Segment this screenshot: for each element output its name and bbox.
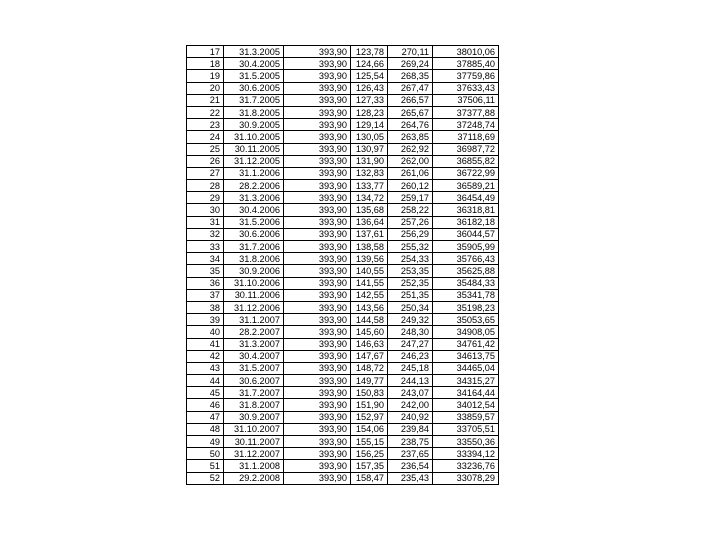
payment-cell: 393,90 (284, 82, 351, 94)
payment-cell: 393,90 (284, 460, 351, 472)
payment-cell: 393,90 (284, 338, 351, 350)
principal-cell: 156,25 (351, 448, 388, 460)
interest-cell: 256,29 (388, 228, 433, 240)
principal-cell: 124,66 (351, 58, 388, 70)
principal-cell: 133,77 (351, 180, 388, 192)
interest-cell: 266,57 (388, 94, 433, 106)
table-row (187, 241, 499, 253)
balance-cell: 37248,74 (433, 119, 499, 131)
payment-cell: 393,90 (284, 253, 351, 265)
payment-cell: 393,90 (284, 241, 351, 253)
interest-cell: 254,33 (388, 253, 433, 265)
principal-cell: 141,55 (351, 277, 388, 289)
payment-cell: 393,90 (284, 277, 351, 289)
balance-cell: 36722,99 (433, 167, 499, 179)
principal-cell: 123,78 (351, 46, 388, 58)
payment-cell: 393,90 (284, 375, 351, 387)
balance-cell: 34315,27 (433, 375, 499, 387)
interest-cell: 262,00 (388, 155, 433, 167)
due-date-cell: 31.3.2007 (224, 338, 284, 350)
balance-cell: 35341,78 (433, 289, 499, 301)
balance-cell: 36855,82 (433, 155, 499, 167)
table-body (187, 46, 499, 485)
payment-cell: 393,90 (284, 119, 351, 131)
payment-cell: 393,90 (284, 46, 351, 58)
interest-cell: 244,13 (388, 375, 433, 387)
due-date-cell: 31.7.2005 (224, 94, 284, 106)
installment-number-cell: 32 (187, 228, 224, 240)
interest-cell: 265,67 (388, 106, 433, 118)
table-row (187, 326, 499, 338)
payment-cell: 393,90 (284, 228, 351, 240)
installment-number-cell: 24 (187, 131, 224, 143)
principal-cell: 125,54 (351, 70, 388, 82)
installment-number-cell: 52 (187, 472, 224, 484)
principal-cell: 145,60 (351, 326, 388, 338)
payment-cell: 393,90 (284, 70, 351, 82)
principal-cell: 130,97 (351, 143, 388, 155)
interest-cell: 240,92 (388, 411, 433, 423)
due-date-cell: 31.12.2006 (224, 301, 284, 313)
table-row (187, 289, 499, 301)
installment-number-cell: 39 (187, 314, 224, 326)
installment-number-cell: 50 (187, 448, 224, 460)
payment-cell: 393,90 (284, 143, 351, 155)
payment-cell: 393,90 (284, 362, 351, 374)
due-date-cell: 31.5.2005 (224, 70, 284, 82)
due-date-cell: 30.4.2005 (224, 58, 284, 70)
principal-cell: 134,72 (351, 192, 388, 204)
balance-cell: 35198,23 (433, 301, 499, 313)
due-date-cell: 30.4.2006 (224, 204, 284, 216)
interest-cell: 264,76 (388, 119, 433, 131)
principal-cell: 126,43 (351, 82, 388, 94)
principal-cell: 150,83 (351, 387, 388, 399)
due-date-cell: 31.10.2007 (224, 423, 284, 435)
interest-cell: 237,65 (388, 448, 433, 460)
principal-cell: 130,05 (351, 131, 388, 143)
balance-cell: 33394,12 (433, 448, 499, 460)
due-date-cell: 31.12.2005 (224, 155, 284, 167)
balance-cell: 36589,21 (433, 180, 499, 192)
principal-cell: 143,56 (351, 301, 388, 313)
table-row (187, 265, 499, 277)
balance-cell: 33550,36 (433, 436, 499, 448)
payment-cell: 393,90 (284, 387, 351, 399)
payment-cell: 393,90 (284, 106, 351, 118)
due-date-cell: 31.7.2006 (224, 241, 284, 253)
table-row (187, 253, 499, 265)
payment-cell: 393,90 (284, 411, 351, 423)
installment-number-cell: 33 (187, 241, 224, 253)
installment-number-cell: 38 (187, 301, 224, 313)
payment-cell: 393,90 (284, 192, 351, 204)
balance-cell: 35484,33 (433, 277, 499, 289)
table-row (187, 106, 499, 118)
principal-cell: 154,06 (351, 423, 388, 435)
installment-number-cell: 28 (187, 180, 224, 192)
interest-cell: 236,54 (388, 460, 433, 472)
table-row (187, 387, 499, 399)
principal-cell: 139,56 (351, 253, 388, 265)
due-date-cell: 31.10.2006 (224, 277, 284, 289)
table-row (187, 228, 499, 240)
table-row (187, 216, 499, 228)
table-row (187, 46, 499, 58)
interest-cell: 251,35 (388, 289, 433, 301)
due-date-cell: 31.8.2007 (224, 399, 284, 411)
principal-cell: 151,90 (351, 399, 388, 411)
due-date-cell: 31.8.2005 (224, 106, 284, 118)
table-row (187, 155, 499, 167)
payment-cell: 393,90 (284, 314, 351, 326)
table-row (187, 58, 499, 70)
table-row (187, 472, 499, 484)
balance-cell: 35625,88 (433, 265, 499, 277)
principal-cell: 131,90 (351, 155, 388, 167)
interest-cell: 245,18 (388, 362, 433, 374)
installment-number-cell: 35 (187, 265, 224, 277)
balance-cell: 34761,42 (433, 338, 499, 350)
payment-cell: 393,90 (284, 180, 351, 192)
table-row (187, 362, 499, 374)
principal-cell: 132,83 (351, 167, 388, 179)
due-date-cell: 31.3.2006 (224, 192, 284, 204)
balance-cell: 37118,69 (433, 131, 499, 143)
principal-cell: 136,64 (351, 216, 388, 228)
principal-cell: 129,14 (351, 119, 388, 131)
due-date-cell: 30.9.2006 (224, 265, 284, 277)
interest-cell: 258,22 (388, 204, 433, 216)
principal-cell: 158,47 (351, 472, 388, 484)
interest-cell: 270,11 (388, 46, 433, 58)
installment-number-cell: 49 (187, 436, 224, 448)
payment-cell: 393,90 (284, 167, 351, 179)
installment-number-cell: 36 (187, 277, 224, 289)
installment-number-cell: 43 (187, 362, 224, 374)
balance-cell: 34012,54 (433, 399, 499, 411)
table-row (187, 192, 499, 204)
due-date-cell: 31.7.2007 (224, 387, 284, 399)
due-date-cell: 31.8.2006 (224, 253, 284, 265)
balance-cell: 35053,65 (433, 314, 499, 326)
installment-number-cell: 40 (187, 326, 224, 338)
principal-cell: 144,58 (351, 314, 388, 326)
table-row (187, 350, 499, 362)
interest-cell: 259,17 (388, 192, 433, 204)
balance-cell: 36454,49 (433, 192, 499, 204)
payment-cell: 393,90 (284, 436, 351, 448)
installment-number-cell: 44 (187, 375, 224, 387)
interest-cell: 269,24 (388, 58, 433, 70)
payment-cell: 393,90 (284, 423, 351, 435)
principal-cell: 146,63 (351, 338, 388, 350)
installment-number-cell: 47 (187, 411, 224, 423)
table-row (187, 314, 499, 326)
payment-cell: 393,90 (284, 472, 351, 484)
due-date-cell: 30.11.2005 (224, 143, 284, 155)
table-row (187, 411, 499, 423)
due-date-cell: 31.1.2006 (224, 167, 284, 179)
principal-cell: 152,97 (351, 411, 388, 423)
table-row (187, 167, 499, 179)
principal-cell: 127,33 (351, 94, 388, 106)
due-date-cell: 30.9.2005 (224, 119, 284, 131)
principal-cell: 128,23 (351, 106, 388, 118)
installment-number-cell: 18 (187, 58, 224, 70)
principal-cell: 142,55 (351, 289, 388, 301)
due-date-cell: 28.2.2007 (224, 326, 284, 338)
installment-number-cell: 42 (187, 350, 224, 362)
payment-cell: 393,90 (284, 131, 351, 143)
principal-cell: 155,15 (351, 436, 388, 448)
due-date-cell: 29.2.2008 (224, 472, 284, 484)
installment-number-cell: 17 (187, 46, 224, 58)
balance-cell: 33078,29 (433, 472, 499, 484)
interest-cell: 250,34 (388, 301, 433, 313)
payment-cell: 393,90 (284, 58, 351, 70)
table-row (187, 423, 499, 435)
interest-cell: 243,07 (388, 387, 433, 399)
principal-cell: 138,58 (351, 241, 388, 253)
installment-number-cell: 19 (187, 70, 224, 82)
installment-number-cell: 26 (187, 155, 224, 167)
interest-cell: 252,35 (388, 277, 433, 289)
due-date-cell: 30.11.2006 (224, 289, 284, 301)
payment-cell: 393,90 (284, 94, 351, 106)
table-row (187, 119, 499, 131)
installment-number-cell: 25 (187, 143, 224, 155)
table-row (187, 131, 499, 143)
balance-cell: 37633,43 (433, 82, 499, 94)
table-row (187, 143, 499, 155)
principal-cell: 149,77 (351, 375, 388, 387)
installment-number-cell: 22 (187, 106, 224, 118)
payment-cell: 393,90 (284, 301, 351, 313)
balance-cell: 33236,76 (433, 460, 499, 472)
principal-cell: 135,68 (351, 204, 388, 216)
payment-cell: 393,90 (284, 448, 351, 460)
installment-number-cell: 41 (187, 338, 224, 350)
payment-cell: 393,90 (284, 399, 351, 411)
payment-cell: 393,90 (284, 265, 351, 277)
installment-number-cell: 23 (187, 119, 224, 131)
interest-cell: 235,43 (388, 472, 433, 484)
interest-cell: 249,32 (388, 314, 433, 326)
interest-cell: 242,00 (388, 399, 433, 411)
interest-cell: 253,35 (388, 265, 433, 277)
payment-cell: 393,90 (284, 289, 351, 301)
table-row (187, 460, 499, 472)
amortization-table (186, 45, 499, 485)
balance-cell: 37885,40 (433, 58, 499, 70)
interest-cell: 268,35 (388, 70, 433, 82)
due-date-cell: 30.6.2007 (224, 375, 284, 387)
table-row (187, 180, 499, 192)
table-row (187, 375, 499, 387)
due-date-cell: 31.10.2005 (224, 131, 284, 143)
balance-cell: 36182,18 (433, 216, 499, 228)
installment-number-cell: 30 (187, 204, 224, 216)
table-row (187, 448, 499, 460)
balance-cell: 35766,43 (433, 253, 499, 265)
balance-cell: 37759,86 (433, 70, 499, 82)
balance-cell: 33859,57 (433, 411, 499, 423)
installment-number-cell: 29 (187, 192, 224, 204)
installment-number-cell: 27 (187, 167, 224, 179)
due-date-cell: 31.12.2007 (224, 448, 284, 460)
due-date-cell: 31.3.2005 (224, 46, 284, 58)
table-row (187, 94, 499, 106)
installment-number-cell: 48 (187, 423, 224, 435)
installment-number-cell: 31 (187, 216, 224, 228)
due-date-cell: 31.1.2007 (224, 314, 284, 326)
balance-cell: 38010,06 (433, 46, 499, 58)
due-date-cell: 30.6.2006 (224, 228, 284, 240)
payment-cell: 393,90 (284, 216, 351, 228)
interest-cell: 257,26 (388, 216, 433, 228)
installment-number-cell: 46 (187, 399, 224, 411)
due-date-cell: 30.4.2007 (224, 350, 284, 362)
interest-cell: 248,30 (388, 326, 433, 338)
interest-cell: 261,06 (388, 167, 433, 179)
principal-cell: 148,72 (351, 362, 388, 374)
balance-cell: 37377,88 (433, 106, 499, 118)
principal-cell: 147,67 (351, 350, 388, 362)
principal-cell: 137,61 (351, 228, 388, 240)
interest-cell: 239,84 (388, 423, 433, 435)
balance-cell: 36318,81 (433, 204, 499, 216)
table-row (187, 204, 499, 216)
table-row (187, 70, 499, 82)
due-date-cell: 28.2.2006 (224, 180, 284, 192)
balance-cell: 34465,04 (433, 362, 499, 374)
principal-cell: 157,35 (351, 460, 388, 472)
installment-number-cell: 51 (187, 460, 224, 472)
due-date-cell: 31.1.2008 (224, 460, 284, 472)
balance-cell: 34613,75 (433, 350, 499, 362)
table-row (187, 277, 499, 289)
balance-cell: 35905,99 (433, 241, 499, 253)
interest-cell: 247,27 (388, 338, 433, 350)
interest-cell: 238,75 (388, 436, 433, 448)
due-date-cell: 30.11.2007 (224, 436, 284, 448)
interest-cell: 246,23 (388, 350, 433, 362)
due-date-cell: 30.9.2007 (224, 411, 284, 423)
balance-cell: 33705,51 (433, 423, 499, 435)
interest-cell: 267,47 (388, 82, 433, 94)
due-date-cell: 31.5.2006 (224, 216, 284, 228)
due-date-cell: 31.5.2007 (224, 362, 284, 374)
principal-cell: 140,55 (351, 265, 388, 277)
installment-number-cell: 37 (187, 289, 224, 301)
payment-cell: 393,90 (284, 350, 351, 362)
table-row (187, 301, 499, 313)
balance-cell: 36987,72 (433, 143, 499, 155)
interest-cell: 262,92 (388, 143, 433, 155)
balance-cell: 37506,11 (433, 94, 499, 106)
installment-number-cell: 34 (187, 253, 224, 265)
installment-number-cell: 45 (187, 387, 224, 399)
interest-cell: 255,32 (388, 241, 433, 253)
table-row (187, 436, 499, 448)
interest-cell: 260,12 (388, 180, 433, 192)
table-row (187, 399, 499, 411)
interest-cell: 263,85 (388, 131, 433, 143)
payment-cell: 393,90 (284, 326, 351, 338)
installment-number-cell: 20 (187, 82, 224, 94)
balance-cell: 34908,05 (433, 326, 499, 338)
table-row (187, 338, 499, 350)
installment-number-cell: 21 (187, 94, 224, 106)
payment-cell: 393,90 (284, 204, 351, 216)
table-row (187, 82, 499, 94)
payment-cell: 393,90 (284, 155, 351, 167)
due-date-cell: 30.6.2005 (224, 82, 284, 94)
balance-cell: 36044,57 (433, 228, 499, 240)
balance-cell: 34164,44 (433, 387, 499, 399)
